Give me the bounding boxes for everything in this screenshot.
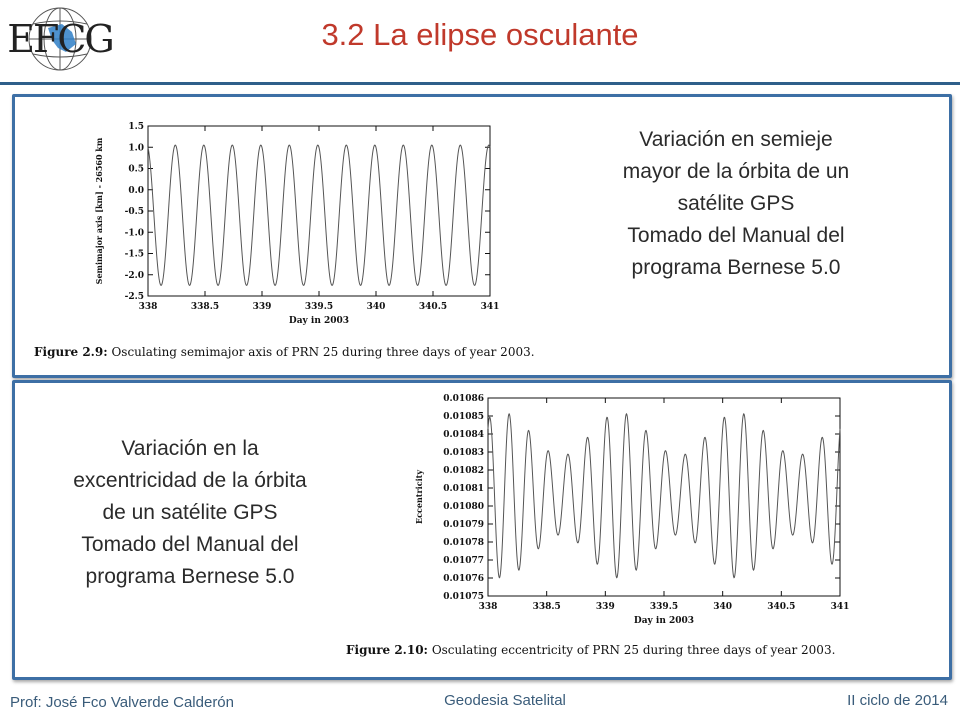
logo-lettering: EFCG (7, 17, 113, 61)
eccentricity-description (28, 433, 352, 593)
y-tick-label: 0.01080 (443, 502, 484, 512)
x-tick-label: 340 (366, 302, 386, 312)
y-tick-label: 0.01075 (443, 592, 484, 602)
x-tick-label: 340.5 (418, 302, 448, 312)
y-tick-label: 0.01085 (443, 412, 484, 422)
x-tick-label: 339 (252, 302, 272, 312)
description-line: Variación en semieje (639, 128, 833, 151)
description-line: de un satélite GPS (102, 501, 278, 524)
y-tick-label: 0.01078 (443, 538, 484, 548)
y-tick-label: -1.0 (124, 228, 144, 239)
y-tick-label: -0.5 (124, 207, 144, 217)
description-line: Tomado del Manual del (81, 533, 299, 556)
figure-caption-text: Osculating eccentricity of PRN 25 during three days of year 2003. (431, 643, 836, 657)
x-tick-label: 339.5 (304, 302, 334, 312)
x-tick-label: 338 (138, 302, 158, 312)
description-line: excentricidad de la órbita (73, 469, 307, 492)
x-tick-label: 340.5 (767, 602, 796, 612)
y-tick-label: 0.0 (128, 185, 144, 196)
footer-course: Geodesia Satelital (444, 692, 566, 709)
description-line: programa Bernese 5.0 (85, 565, 295, 588)
y-tick-label: -2.0 (124, 270, 144, 281)
y-tick-label: 0.5 (128, 164, 144, 175)
y-axis-label: Eccentricity (414, 470, 424, 524)
plot-frame (488, 398, 840, 596)
figure-label: Figure 2.10: (346, 643, 428, 657)
description-line: Tomado del Manual del (627, 224, 845, 247)
x-tick-label: 338.5 (532, 602, 561, 612)
figure-label: Figure 2.9: (34, 345, 108, 359)
description-line: Variación en la (121, 437, 259, 460)
y-tick-label: -1.5 (124, 249, 144, 260)
x-tick-label: 341 (480, 302, 500, 312)
description-line: satélite GPS (677, 192, 795, 215)
x-tick-label: 339 (595, 602, 615, 612)
y-tick-label: 0.01079 (443, 520, 484, 530)
semimajor-description (566, 124, 906, 284)
y-tick-label: 0.01076 (443, 574, 484, 584)
figure-caption-text: Osculating semimajor axis of PRN 25 during three days of year 2003. (111, 345, 535, 359)
y-tick-label: 0.01086 (443, 394, 484, 404)
page-title: 3.2 La elipse osculante (321, 17, 639, 52)
footer-author: Prof: José Fco Valverde Calderón (10, 694, 234, 711)
y-axis-label: Semimajor axis [km] - 26560 km (94, 137, 104, 285)
figure-caption-top (34, 345, 535, 359)
x-tick-label: 339.5 (649, 602, 679, 612)
y-tick-label: 0.01077 (443, 556, 484, 566)
x-tick-label: 338 (478, 602, 498, 612)
series-line (488, 414, 840, 578)
x-tick-label: 338.5 (190, 302, 220, 312)
header-divider (0, 82, 960, 85)
y-tick-label: 0.01082 (443, 466, 484, 476)
x-axis-label: Day in 2003 (633, 616, 695, 626)
y-tick-label: -2.5 (124, 292, 144, 302)
semimajor-axis-chart (96, 112, 516, 334)
y-tick-label: 1.0 (128, 143, 144, 154)
y-tick-label: 0.01083 (443, 448, 484, 458)
eccentricity-chart (404, 390, 884, 628)
series-line (148, 145, 490, 285)
figure-caption-bottom (346, 643, 835, 657)
y-tick-label: 0.01081 (443, 484, 484, 494)
footer-term: II ciclo de 2014 (847, 692, 948, 709)
x-tick-label: 340 (713, 602, 733, 612)
description-line: programa Bernese 5.0 (631, 256, 841, 279)
y-tick-label: 0.01084 (443, 430, 484, 440)
x-tick-label: 341 (830, 602, 850, 612)
x-axis-label: Day in 2003 (288, 316, 350, 326)
efcg-logo (4, 4, 116, 74)
description-line: mayor de la órbita de un (622, 160, 850, 183)
y-tick-label: 1.5 (128, 122, 144, 132)
